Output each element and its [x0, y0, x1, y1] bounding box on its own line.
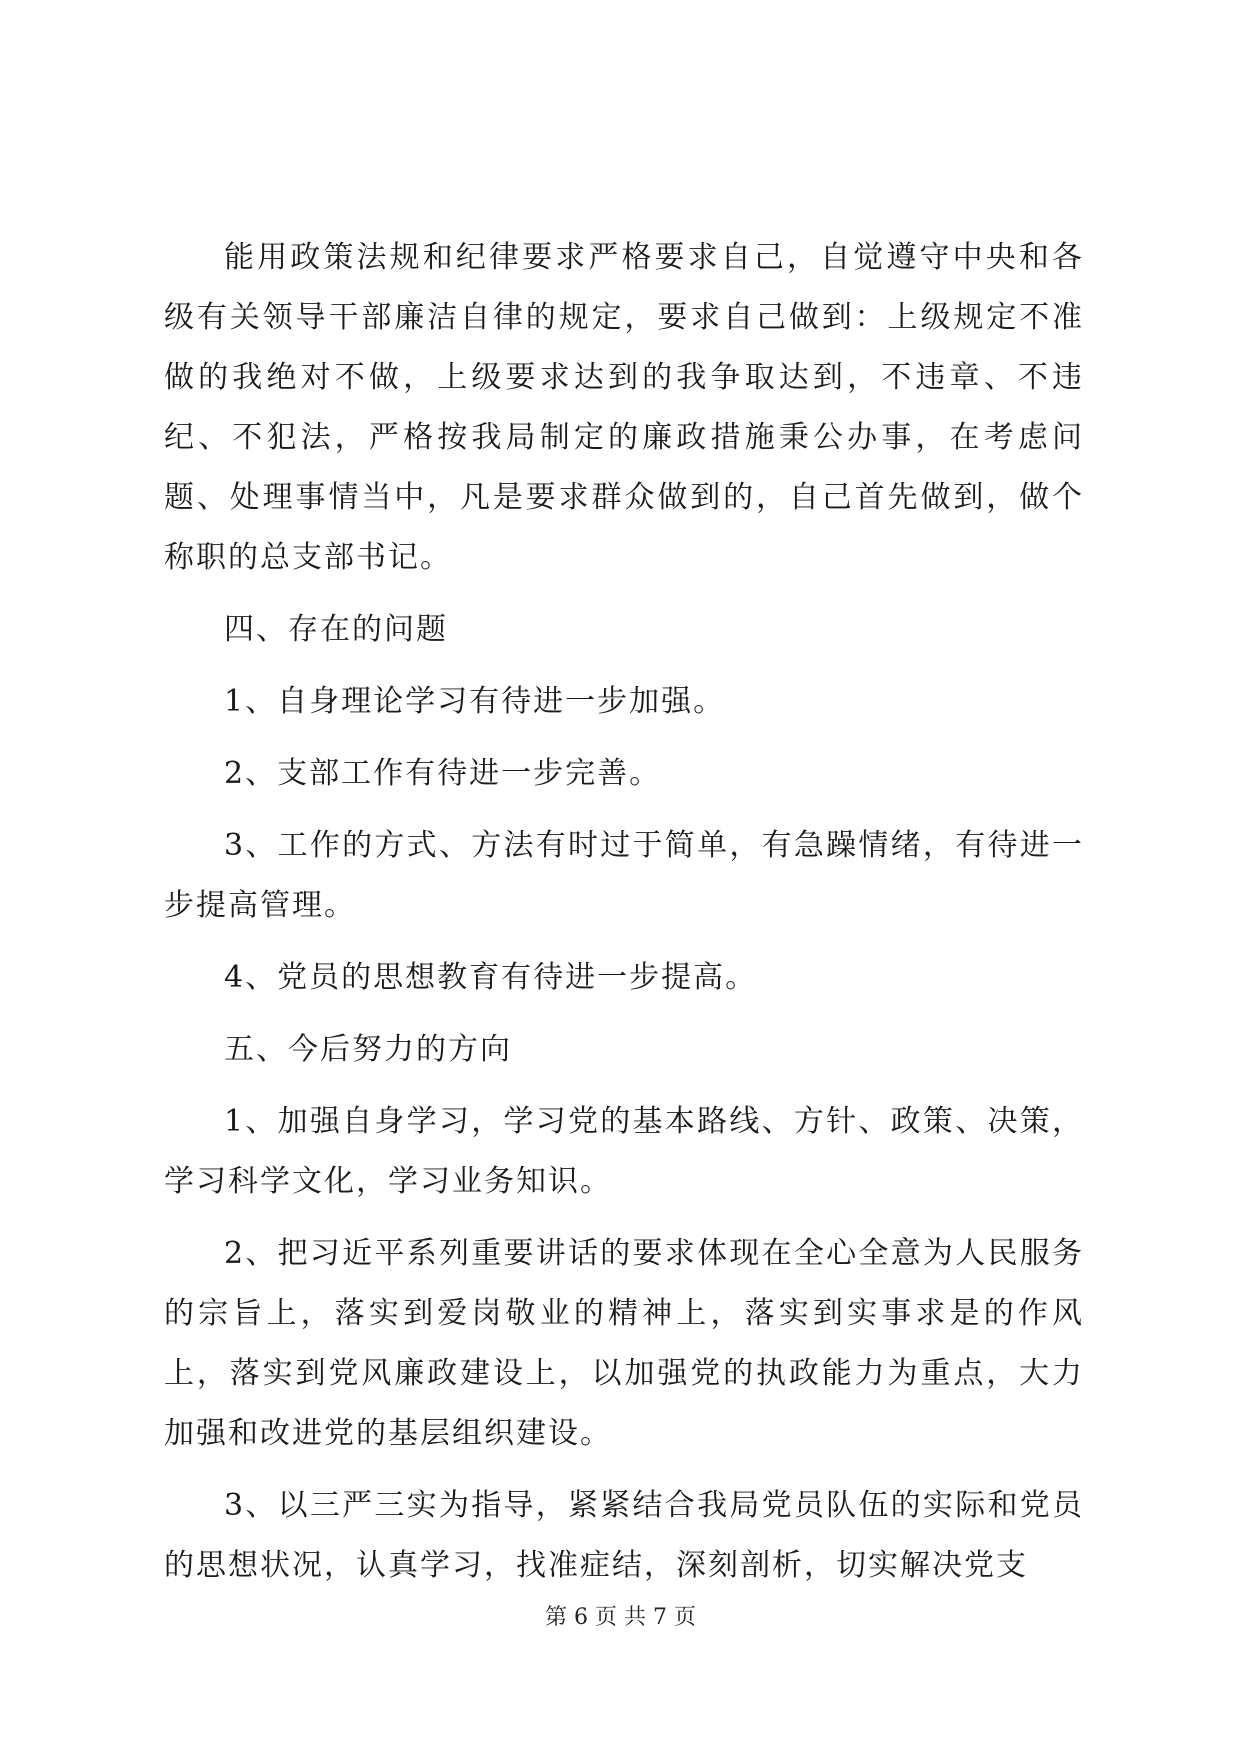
problem-item-4: 4、党员的思想教育有待进一步提高。 — [224, 960, 758, 995]
direction-item-1: 1、加强自身学习，学习党的基本路线、方针、政策、决策，学习科学文化，学习业务知识。 — [164, 1104, 1084, 1199]
section-heading-future-direction: 五、今后努力的方向 — [224, 1032, 512, 1067]
problem-item-1: 1、自身理论学习有待进一步加强。 — [224, 684, 726, 719]
paragraph-self-discipline: 能用政策法规和纪律要求严格要求自己，自觉遵守中央和各级有关领导干部廉洁自律的规定，要求自己做到：上级规定不准做的我绝对不做，上级要求达到的我争取达到，不违章、不违纪、不犯法，严格按我局制定的廉政措施秉公办事，在考虑问题、处理事情当中，凡是要求群众做到的，自己首先做到，做个称职的总支部书记。 — [164, 240, 1084, 575]
section-heading-problems: 四、存在的问题 — [224, 612, 448, 647]
problem-item-3: 3、工作的方式、方法有时过于简单，有急躁情绪，有待进一步提高管理。 — [164, 828, 1084, 923]
document-body — [164, 228, 1084, 1608]
direction-item-2: 2、把习近平系列重要讲话的要求体现在全心全意为人民服务的宗旨上，落实到爱岗敬业的精神上，落实到实事求是的作风上，落实到党风廉政建设上，以加强党的执政能力为重点，大力加强和改进党的基层组织建设。 — [164, 1236, 1084, 1451]
problem-item-2: 2、支部工作有待进一步完善。 — [224, 756, 662, 791]
direction-item-3: 3、以三严三实为指导，紧紧结合我局党员队伍的实际和党员的思想状况，认真学习，找准症结，深刻剖析，切实解决党支 — [164, 1488, 1084, 1583]
page-number-footer: 第 6 页 共 7 页 — [545, 1605, 696, 1630]
